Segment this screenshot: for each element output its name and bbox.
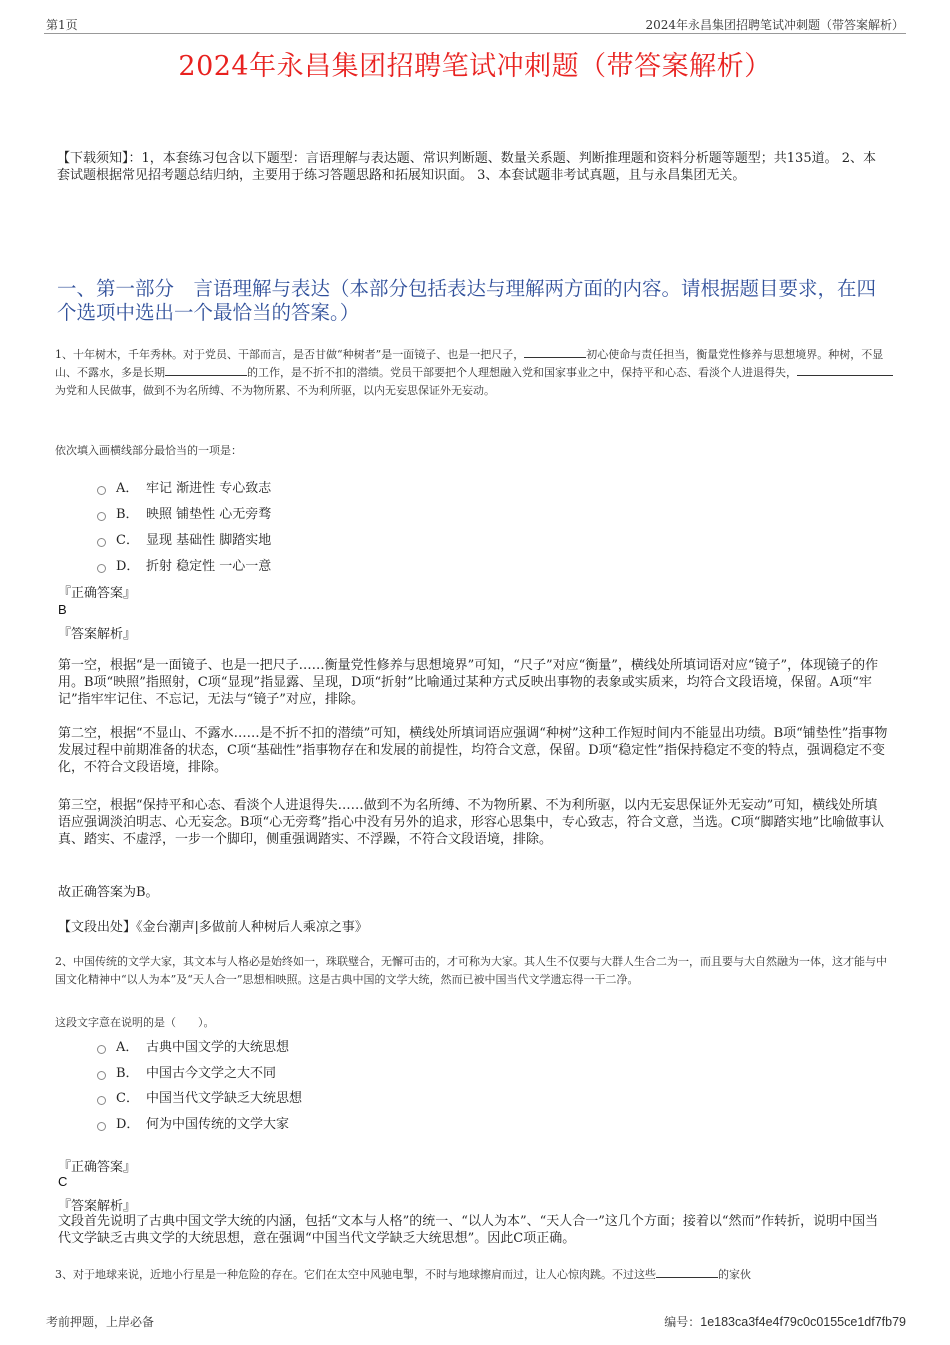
analysis-conclusion: 故正确答案为B。 <box>58 885 159 900</box>
radio-icon[interactable] <box>97 564 106 573</box>
option-b[interactable]: B． 中国古今文学之大不同 <box>97 1062 276 1082</box>
analysis-paragraph-2: 第二空，根据“不显山、不露水……是不折不扣的潜绩”可知，横线处所填词语应强调“种树”这种工作短时间内不能显出功绩。B项“铺垫性”指事物发展过程中前期准备的状态，C项“基础性”指事物存在和发展的前提性，均符合文意，保留。D项“稳定性”指保持稳定不变的特点，强调稳定不变化，不符合文段语境，排除。 <box>58 726 888 775</box>
section-heading: 一、第一部分 言语理解与表达（本部分包括表达与理解两方面的内容。请根据题目要求，在四个选项中选出一个最恰当的答案。） <box>57 277 877 324</box>
analysis-paragraph: 文段首先说明了古典中国文学大统的内涵，包括“文本与人格”的统一、“以人为本”、“天人合一”这几个方面；接着以“然而”作转折，说明中国当代文学缺乏古典文学的大统思想，意在强调“中国当代文学缺乏大统思想”。因此C项正确。 <box>58 1214 879 1246</box>
footer-id: 编号：1e183ca3f4e4f79c0c0155ce1df7fb79 <box>664 1315 906 1329</box>
blank-2 <box>165 364 247 376</box>
correct-answer: B <box>58 602 67 617</box>
answer-label: 『正确答案』 <box>58 586 137 601</box>
question-2-text: 2、中国传统的文学大家，其文本与人格必是始终如一，珠联璧合，无懈可击的，才可称为大家。其人生不仅要与大群人生合二为一，而且要与大自然融为一体，这才能与中国文化精神中“以人为本”及“天人合一”思想相映照。这是古典中国的文学大统，然而已被中国当代文学遗忘得一干二净。 <box>55 955 887 986</box>
option-c[interactable]: C． 中国当代文学缺乏大统思想 <box>97 1087 302 1107</box>
question-1-prompt: 依次填入画横线部分最恰当的一项是： <box>55 444 242 457</box>
header-doc-title: 2024年永昌集团招聘笔试冲刺题（带答案解析） <box>645 18 904 32</box>
download-notice: 【下载须知】：1，本套练习包含以下题型：言语理解与表达题、常识判断题、数量关系题、判断推理题和资料分析题等题型；共135道。 2、本套试题根据常见招考题总结归纳，主要用于练习答题思路和拓展知识面。 3、本套试题非考试真题，且与永昌集团无关。 <box>57 151 876 183</box>
page-number: 第1页 <box>46 18 78 32</box>
question-1-text: 1、十年树木，千年秀林。对于党员、干部而言，是否甘做“种树者”是一面镜子、也是一把尺子， 初心使命与责任担当，衡量党性修养与思想境界。种树，不显山、不露水，多是长期 的工作，是不折不扣的潜绩。党员干部要把个人理想融入党和国家事业之中，保持平和心态、看淡个人进退得失，为党和人民做事，做到不为名所缚、不为物所累、不为利所驱，以内无妄思保证外无妄动。 <box>55 346 896 400</box>
option-a[interactable]: A． 古典中国文学的大统思想 <box>97 1036 289 1056</box>
radio-icon[interactable] <box>97 512 106 521</box>
analysis-label: 『答案解析』 <box>58 627 137 642</box>
option-a[interactable]: A． 牢记 渐进性 专心致志 <box>97 477 271 497</box>
analysis-paragraph-3: 第三空，根据“保持平和心态、看淡个人进退得失……做到不为名所缚、不为物所累、不为利所驱，以内无妄思保证外无妄动”可知，横线处所填语应强调淡泊明志、心无妄念。B项“心无旁骛”指心中没有另外的追求，形容心思集中，专心致志，符合文意，当选。C项“脚踏实地”比喻做事认真、踏实、不虚浮，一步一个脚印，侧重强调踏实、不浮躁，不符合文段语境，排除。 <box>58 798 885 847</box>
analysis-paragraph-1: 第一空，根据“是一面镜子、也是一把尺子……衡量党性修养与思想境界”可知，“尺子”对应“衡量”，横线处所填词语对应“镜子”，体现镜子的作用。B项“映照”指照射，C项“显现”指显露、呈现，D项“折射”比喻通过某种方式反映出事物的表象或实质来，均符合文段语境，保留。A项“牢记”指牢牢记住、不忘记，无法与“镜子”对应，排除。 <box>58 658 879 707</box>
option-b[interactable]: B． 映照 铺垫性 心无旁骛 <box>97 503 271 523</box>
option-d[interactable]: D． 折射 稳定性 一心一意 <box>97 555 271 575</box>
blank-3 <box>797 364 893 376</box>
correct-answer: C <box>58 1174 68 1189</box>
radio-icon[interactable] <box>97 1071 106 1080</box>
analysis-label: 『答案解析』 <box>58 1199 137 1214</box>
radio-icon[interactable] <box>97 1045 106 1054</box>
blank-1 <box>656 1266 718 1278</box>
radio-icon[interactable] <box>97 1122 106 1131</box>
page-title: 2024年永昌集团招聘笔试冲刺题（带答案解析） <box>178 51 772 82</box>
radio-icon[interactable] <box>97 486 106 495</box>
option-d[interactable]: D． 何为中国传统的文学大家 <box>97 1113 289 1133</box>
source-citation: 【文段出处】《金台潮声|多做前人种树后人乘凉之事》 <box>58 920 368 935</box>
answer-label: 『正确答案』 <box>58 1160 137 1175</box>
radio-icon[interactable] <box>97 538 106 547</box>
footer-slogan: 考前押题，上岸必备 <box>46 1315 155 1329</box>
option-c[interactable]: C． 显现 基础性 脚踏实地 <box>97 529 271 549</box>
question-2-prompt: 这段文字意在说明的是（ ）。 <box>55 1016 215 1029</box>
page-header <box>44 14 906 34</box>
question-3-text: 3、对于地球来说，近地小行星是一种危险的存在。它们在太空中风驰电掣，不时与地球擦肩而过，让人心惊肉跳。不过这些 的家伙 <box>55 1268 751 1281</box>
blank-1 <box>524 346 586 358</box>
radio-icon[interactable] <box>97 1096 106 1105</box>
